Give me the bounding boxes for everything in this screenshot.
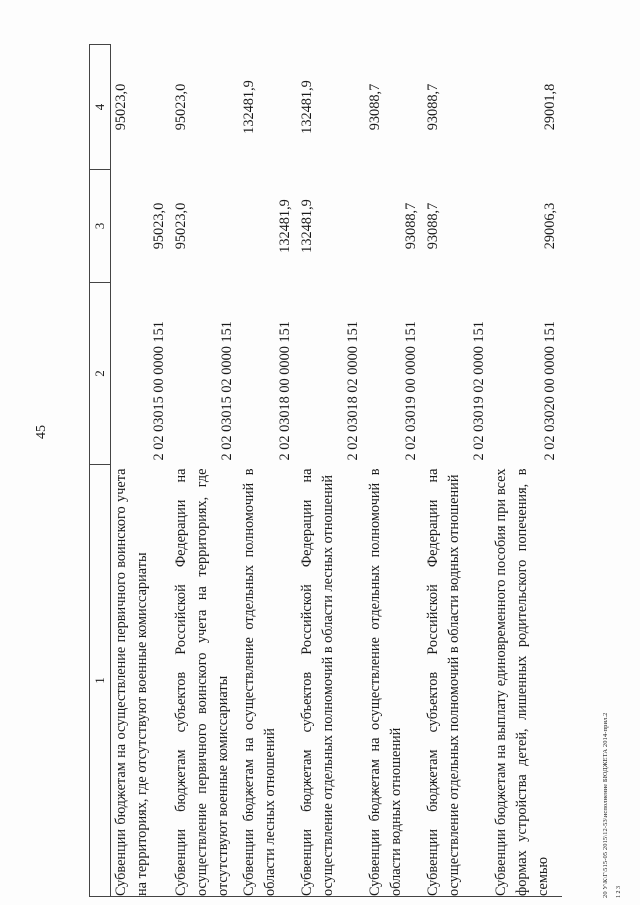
row-value-col4: 93088,7 — [424, 83, 441, 131]
row-description: Субвенции бюджетам субъектов Российской Федерации на осуществление отдельных полномочий в области лесных отношений — [297, 465, 365, 897]
row-code: 2 02 03018 02 0000 151 — [345, 321, 362, 461]
row-value-col3: 95023,0 — [172, 202, 189, 250]
budget-table — [89, 44, 562, 897]
table-row — [491, 45, 562, 897]
row-description: Субвенции бюджетам на осуществление отдельных полномочий в области водных отношений — [365, 465, 423, 897]
header-col-4: 4 — [90, 45, 111, 170]
row-description: Субвенции бюджетам на осуществление первичного воинского учета на территориях, где отсутствуют военные комиссариаты — [110, 465, 171, 897]
row-code: 2 02 03015 02 0000 151 — [219, 321, 236, 461]
row-value-col3: 29006,3 — [542, 202, 559, 250]
row-description: Субвенции бюджетам субъектов Российской Федерации на осуществление отдельных полномочий в области водных отношений — [423, 465, 491, 897]
header-col-2: 2 — [90, 283, 111, 465]
document-footer: 20 У\К\Г\515-05 2015\12-53\исполнение БЮДЖЕТА 2014-прил.2 — [602, 712, 609, 898]
row-value-col4: 29001,8 — [542, 83, 559, 131]
row-description: Субвенции бюджетам субъектов Российской Федерации на осуществление первичного воинского учета на территориях, где отсутствуют военные комиссариаты — [171, 465, 239, 897]
page-number: 45 — [34, 425, 49, 439]
header-col-1: 1 — [90, 465, 111, 897]
row-code: 2 02 03020 00 0000 151 — [542, 321, 559, 461]
row-description: Субвенции бюджетам на осуществление отдельных полномочий в области лесных отношений — [239, 465, 297, 897]
table-row — [423, 45, 491, 897]
row-code: 2 02 03018 00 0000 151 — [277, 321, 294, 461]
row-value-col3: 132481,9 — [277, 199, 294, 253]
row-value-col3: 93088,7 — [403, 202, 420, 250]
row-description: Субвенции бюджетам на выплату единовременного пособия при всех формах устройства детей, лишенных родительского попечения, в семью — [491, 465, 562, 897]
table-row — [239, 45, 297, 897]
row-value-col3: 132481,9 — [298, 199, 315, 253]
row-value-col4: 132481,9 — [240, 80, 257, 134]
table-row — [365, 45, 423, 897]
row-code: 2 02 03015 00 0000 151 — [151, 321, 168, 461]
row-value-col4: 132481,9 — [298, 80, 315, 134]
row-value-col4: 95023,0 — [172, 83, 189, 131]
margin-mark: 1 2 3 — [616, 886, 622, 898]
table-row — [110, 45, 171, 897]
table-row — [171, 45, 239, 897]
budget-table-container — [89, 45, 621, 897]
header-col-3: 3 — [90, 170, 111, 283]
table-header-row — [90, 45, 111, 897]
row-code: 2 02 03019 00 0000 151 — [403, 321, 420, 461]
row-value-col4: 93088,7 — [366, 83, 383, 131]
row-value-col3: 93088,7 — [424, 202, 441, 250]
table-row — [297, 45, 365, 897]
row-code: 2 02 03019 02 0000 151 — [471, 321, 488, 461]
row-value-col3: 95023,0 — [151, 202, 168, 250]
row-value-col4: 95023,0 — [112, 83, 129, 131]
